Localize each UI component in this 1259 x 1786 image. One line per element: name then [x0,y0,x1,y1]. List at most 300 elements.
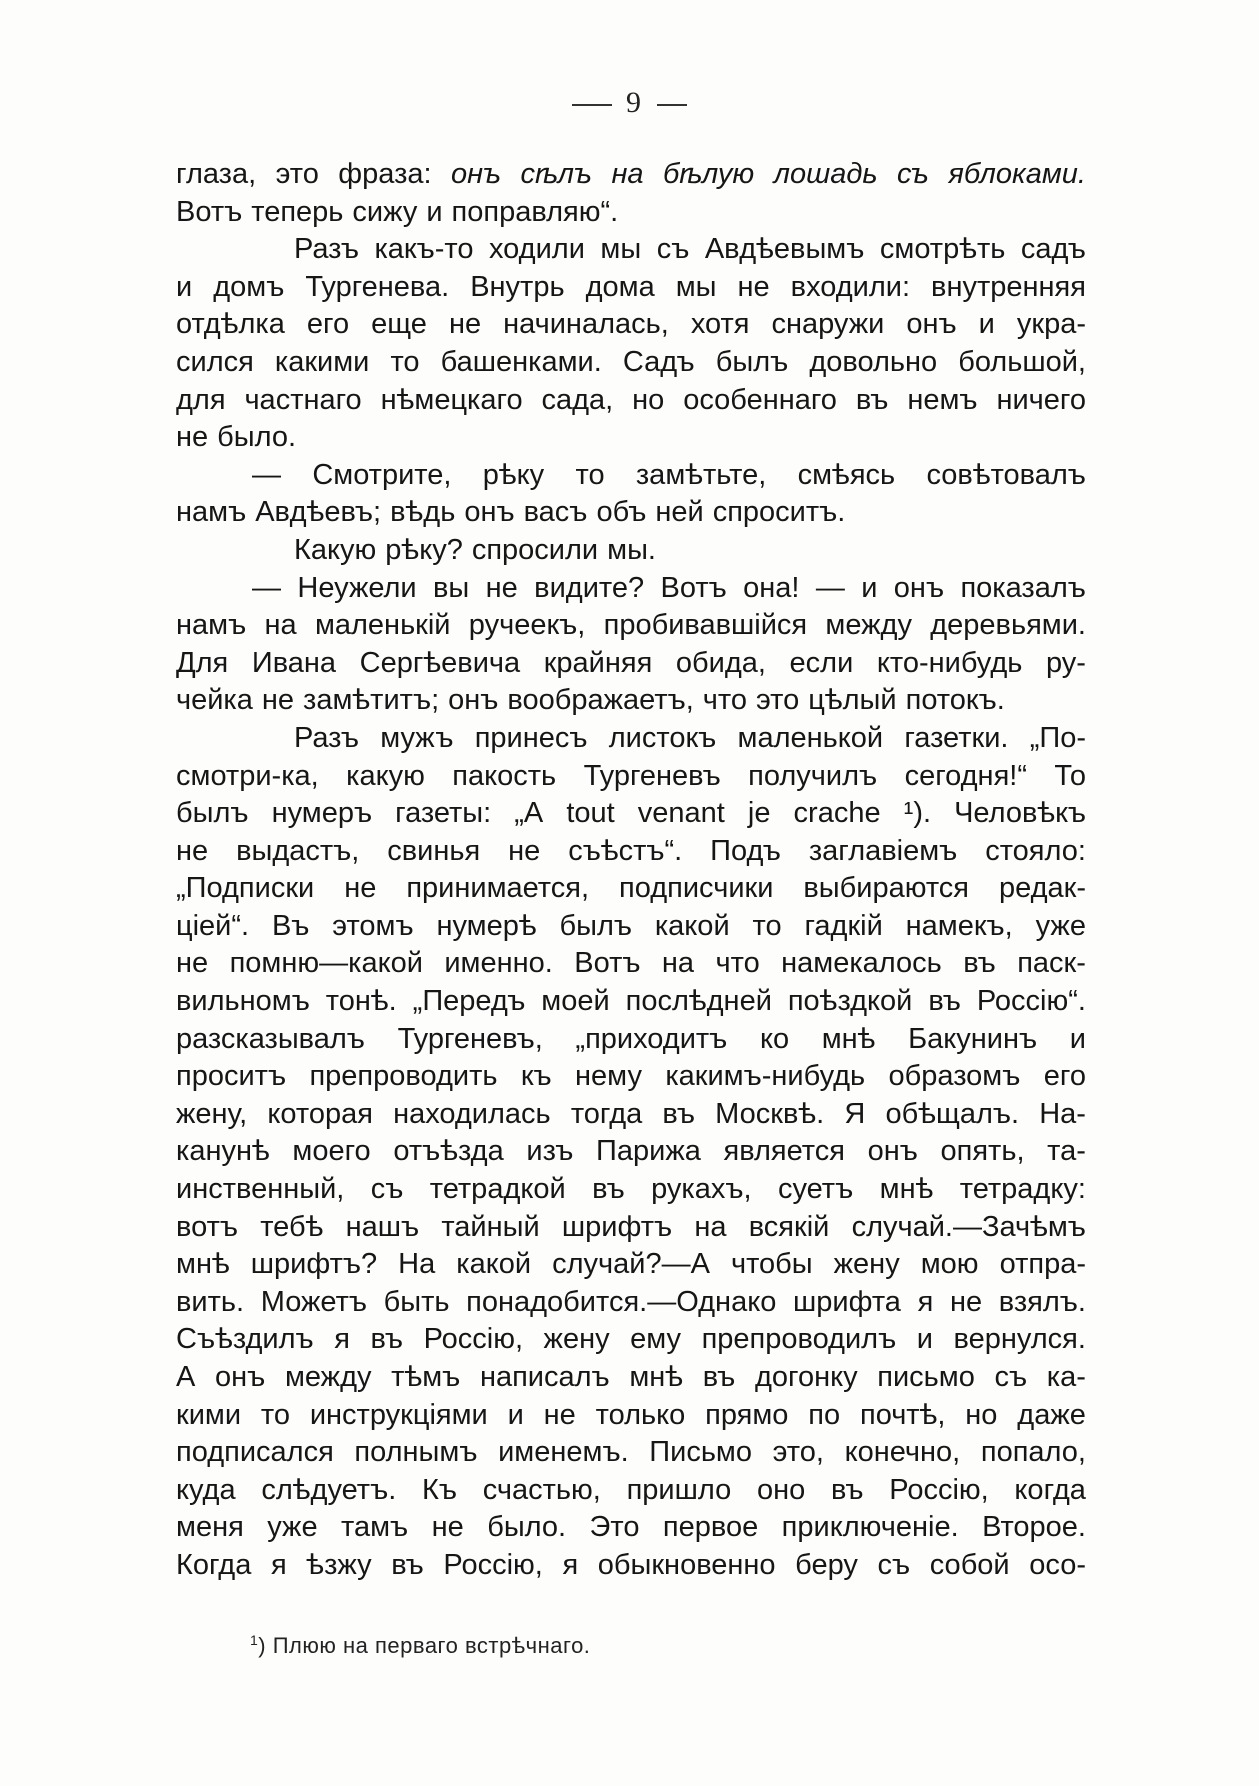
word: находилась [393,1097,551,1130]
word: свинья [387,834,481,867]
word: инственный, [176,1173,345,1206]
word: ѣзжу [306,1548,372,1581]
word: Россію“. [976,985,1086,1018]
text-line [176,532,1086,570]
word: пробивавшійся [603,609,808,642]
text-line [176,231,1086,269]
word: почтѣ, [860,1398,946,1431]
word: онъ [906,308,957,341]
text-line [176,457,1086,495]
word: сился [176,345,254,378]
text-line [176,1434,1086,1472]
word: какой [456,1248,532,1281]
word: ¹). [903,797,932,830]
word: съ [877,1548,911,1581]
word: Вотъ [176,195,243,228]
word: принимается, [406,872,590,905]
word: еще [371,308,427,341]
word: тайный [441,1210,540,1243]
word: онъ [893,571,945,604]
text-line [176,1058,1086,1096]
word: немъ [907,383,978,416]
word: этомъ [332,909,414,942]
word: заглавіемъ [808,834,958,867]
word: отпра- [999,1248,1086,1281]
word: которая [267,1097,373,1130]
word: видите? [534,571,645,604]
word: жену, [176,1097,248,1130]
italic-word: сѣлъ [520,158,592,190]
word: шрифтъ? [250,1248,378,1281]
word: онъ [867,1135,918,1168]
word: какой [654,909,730,942]
word: хотя [690,308,750,341]
text-line [176,156,1086,194]
word: смѣясь [797,458,896,491]
word: tout [566,797,615,830]
word: кто-нибудь [876,646,1023,679]
word: выдастъ, [236,834,360,867]
word: сижу [352,195,418,228]
word: рѣку? [385,533,463,566]
word: это [275,158,319,190]
word: не [176,421,209,454]
text-line [176,344,1086,382]
word: пришло [626,1473,732,1506]
footnote-text: ) Плюю на перваго встрѣчнаго. [258,1633,591,1658]
word: смотри-ка, [176,759,319,792]
word: частнаго [244,383,362,416]
word: догонку [754,1361,858,1393]
word: вы [433,571,470,604]
word: осо- [1029,1548,1086,1581]
word: „По- [1029,721,1086,754]
word: и [507,1398,524,1431]
word: тонѣ. [325,985,397,1018]
word: меня [176,1511,244,1544]
word: первое [662,1511,759,1544]
text-line [176,645,1086,683]
word: ціей“. [176,909,250,942]
word: спроситъ. [712,496,846,529]
word: „Передъ [412,985,526,1018]
word: Неужели [297,571,417,604]
word: съ [656,233,690,266]
word: между [825,609,912,642]
word: крайняя [543,646,653,679]
word: именемъ. [498,1436,629,1469]
word: не [176,947,209,980]
page-number-value: 9 [626,86,643,119]
word: препроводить [309,1060,498,1093]
word: Разъ [294,233,359,266]
footnote-marker: 1 [250,1632,259,1648]
word: именно. [444,947,553,980]
word: его [1043,1060,1086,1093]
word: приключеніе. [781,1511,959,1544]
word: то [260,1398,290,1431]
word: конечно, [844,1436,961,1469]
word: Вотъ [574,947,641,980]
word: ко [759,1022,790,1055]
word: паск- [1017,947,1086,980]
page-number-dash-right [657,104,687,106]
word: на [694,1210,727,1243]
word: былъ [715,345,789,378]
word: Въ [271,909,310,942]
text-line [176,382,1086,420]
word: и [861,571,878,604]
word: разсказывалъ [176,1022,365,1055]
word: вѣдь [390,496,456,529]
word: въ [391,1548,424,1581]
word: и [1069,1022,1086,1055]
word: нашъ [345,1210,420,1243]
text-line [176,419,1086,457]
word: маленькой [737,721,884,754]
word: ручеекъ, [468,609,586,642]
word: На- [1039,1097,1086,1130]
word: быть [383,1285,450,1318]
word: то [752,909,782,942]
text-line [176,306,1086,344]
text-line [176,1547,1086,1585]
text-line [176,1209,1086,1247]
word: это [756,684,800,717]
word: потокъ. [905,684,1005,717]
word: выбираются [803,872,969,905]
text-line [176,983,1086,1021]
word: crache [793,797,881,830]
word: — [252,571,281,604]
word: беру [795,1548,858,1581]
word: Къ [421,1473,457,1506]
word: онъ [215,1361,266,1393]
word: полнымъ [354,1436,478,1469]
word: слѣдуетъ. [261,1473,397,1506]
text-line [176,1021,1086,1059]
word: вить. [176,1285,245,1318]
word: Парижа [596,1135,701,1168]
word: сада, [541,383,614,416]
word: листокъ [608,721,717,754]
word: не [344,872,377,905]
word: сегодня!“ [904,759,1027,792]
text-line [176,194,1086,232]
word: теперь [251,195,344,228]
word: намъ [176,496,247,529]
word: Второе. [982,1511,1086,1544]
word: съ [994,1361,1028,1393]
word: тѣмъ [391,1361,461,1393]
word: суетъ [777,1173,854,1206]
word: даже [1017,1398,1086,1431]
word: не [431,1511,464,1544]
word: та- [1047,1135,1086,1168]
word: большой, [958,345,1086,378]
word: жену [833,1248,900,1281]
word: укра- [1016,308,1086,341]
word: фраза: [338,158,432,190]
word: образомъ [888,1060,1021,1093]
word: намъ [176,609,247,642]
word: довольно [809,345,938,378]
word: какими [274,345,370,378]
word: случай.—Зачѣмъ [851,1210,1086,1243]
word: Россію, [889,1473,989,1506]
word: что [715,947,760,980]
word: моего [292,1135,371,1168]
word: я [270,1548,287,1581]
word: Это [589,1511,640,1544]
word: Вотъ [660,571,727,604]
word: съ [370,1173,404,1206]
word: нумеръ [271,797,373,830]
word: въ [370,1323,404,1356]
text-line [176,945,1086,983]
footnote [250,1632,590,1659]
text-line [176,908,1086,946]
word: не [261,684,295,717]
word: является [723,1135,845,1168]
word: не [176,834,209,867]
word: былъ [559,909,632,942]
word: То [1054,759,1086,792]
text-line [176,682,1086,720]
word: шрифта [793,1285,901,1318]
word: Бакунинъ [908,1022,1038,1055]
word: что [702,684,747,717]
text-line [176,1359,1086,1397]
word: Тургеневъ, [397,1022,543,1055]
italic-word: лошадь [773,158,878,190]
word: пакость [452,759,557,792]
word: газетки. [904,721,1009,754]
word: я [334,1323,350,1356]
text-line [176,570,1086,608]
italic-word: съ [897,158,929,190]
word: оно [756,1473,806,1506]
word: какъ-то [374,233,474,266]
word: было. [217,421,297,454]
word: онъ [448,684,499,717]
word: изъ [526,1135,574,1168]
word: но [632,383,665,416]
word: Россію, [443,1548,543,1581]
word: ничего [996,383,1086,416]
word: Человѣкъ [954,797,1086,830]
word: мнѣ [176,1248,230,1281]
word: замѣтьте, [635,458,767,491]
word: — [252,458,281,491]
word: взялъ. [998,1285,1086,1318]
word: мнѣ [879,1173,934,1206]
word: шрифтъ [561,1210,673,1243]
word: гадкій [804,909,883,942]
text-line [176,494,1086,532]
word: это, [772,1436,824,1469]
word: Авдѣевъ; [255,496,382,529]
word: счастью, [482,1473,601,1506]
word: не [543,1398,576,1431]
word: она! [743,571,800,604]
word: канунѣ [176,1135,270,1168]
word: обѣщалъ. [885,1097,1020,1130]
word: когда [1014,1473,1086,1506]
word: нумерѣ [436,909,537,942]
word: мнѣ [629,1361,684,1393]
word: я [917,1285,934,1318]
word: къ [520,1060,552,1093]
word: его [306,308,350,341]
word: Ивана [251,646,337,679]
word: Можетъ [260,1285,367,1318]
text-line [176,1096,1086,1134]
word: Сергѣевича [359,646,521,679]
word: послѣдней [625,985,772,1018]
text-line [176,795,1086,833]
word: „приходитъ [575,1022,728,1055]
word: но [965,1398,998,1431]
word: всякій [748,1210,830,1243]
word: и [176,270,193,303]
word: не [949,1285,983,1318]
word: для [176,383,226,416]
word: вернулся. [953,1323,1086,1356]
word: намекалось [781,947,942,980]
word: Письмо [649,1436,752,1469]
italic-word: на [611,158,644,190]
word: Садъ [622,345,695,378]
word: въ [662,1097,695,1130]
word: ней [655,496,704,529]
word: не [508,834,541,867]
word: и [426,195,443,228]
word: куда [176,1473,236,1506]
word: внутренняя [931,270,1086,303]
word: — [815,571,845,604]
word: собой [929,1548,1010,1581]
text-line [176,758,1086,796]
word: и [916,1323,933,1356]
italic-word: онъ [451,158,502,190]
word: редак- [998,872,1086,905]
word: Москвѣ. [715,1097,825,1130]
word: тетрадкой [429,1173,566,1206]
word: стояло: [985,834,1086,867]
word: ка- [1046,1361,1086,1393]
word: въ [702,1361,736,1393]
page-number [0,86,1259,120]
text-line [176,1472,1086,1510]
word: На [398,1248,436,1281]
word: опять, [940,1135,1025,1168]
word: поправляю“. [451,195,619,228]
word: между [284,1361,372,1393]
text-line [176,1133,1086,1171]
italic-word: яблоками. [948,158,1086,190]
word: обида, [675,646,766,679]
word: нему [575,1060,642,1093]
word: дома [585,270,655,303]
word: садъ [1020,233,1086,266]
text-line [176,833,1086,871]
word: на [264,609,297,642]
text-line [176,1321,1086,1359]
word: въ [963,947,996,980]
word: А [176,1361,196,1393]
word: деревьями. [930,609,1086,642]
word: Внутрь [470,270,565,303]
word: жену [543,1323,610,1356]
word: Тургеневъ [583,759,721,792]
word: моей [541,985,610,1018]
word: цѣлый [808,684,897,717]
word: замѣтитъ; [303,684,440,717]
word: я [562,1548,579,1581]
word: Смотрите, [312,458,452,491]
word: мы. [607,533,656,566]
word: Тургенева. [305,270,450,303]
word: получилъ [748,759,878,792]
word: газеты: [395,797,492,830]
word: тогда [570,1097,643,1130]
word: какимъ-нибудь [665,1060,866,1093]
word: мою [920,1248,979,1281]
word: спросили [471,533,599,566]
word: не [448,308,482,341]
word: какую [346,759,425,792]
word: маленькій [314,609,451,642]
word: вильномъ [176,985,310,1018]
word: особеннаго [683,383,837,416]
word: Разъ [294,721,359,754]
word: начиналась, [503,308,669,341]
word: рукахъ, [651,1173,752,1206]
word: написалъ [479,1361,610,1393]
word: помню—какой [229,947,423,980]
word: чейка [176,684,253,717]
word: поѣздкой [787,985,913,1018]
word: по [808,1398,841,1431]
word: подписчики [619,872,774,905]
word: только [595,1398,686,1431]
word: на [661,947,695,980]
word: прямо [705,1398,789,1431]
text-line [176,720,1086,758]
word: мы [600,233,642,266]
word: воображаетъ, [507,684,694,717]
word: домъ [213,270,285,303]
body-text [176,156,1086,1585]
text-line [176,1509,1086,1547]
word: въ [855,383,889,416]
word: совѣтовалъ [926,458,1086,491]
word: Авдѣевымъ [704,233,865,266]
italic-word: бѣлую [662,158,755,190]
text-line [176,1284,1086,1322]
word: было. [487,1511,567,1544]
word: въ [592,1173,625,1206]
word: вотъ [176,1210,238,1243]
text-line [176,1397,1086,1435]
word: рѣку [482,458,545,491]
word: Когда [176,1548,252,1581]
word: тетрадку: [959,1173,1086,1206]
word: показалъ [960,571,1086,604]
word: чтобы [730,1248,813,1281]
word: отдѣлка [176,308,285,341]
